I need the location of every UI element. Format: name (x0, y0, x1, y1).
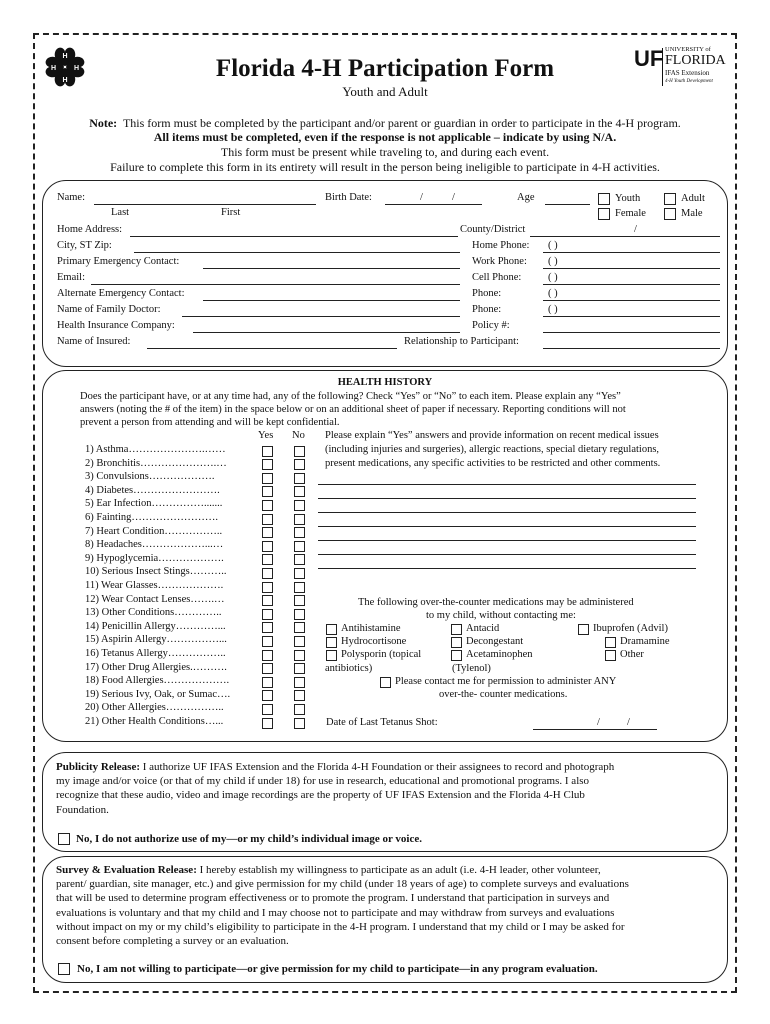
health-intro-line-1: Does the participant have, or at any time had, any of the following? Check “Yes” or “No” to each item. Please explain any “Yes” (80, 391, 621, 402)
health-item-yes-checkbox[interactable] (262, 663, 273, 674)
antihistamine-label: Antihistamine (341, 623, 401, 634)
home-phone-field[interactable] (543, 252, 720, 253)
home-phone-label: Home Phone: (472, 240, 530, 251)
health-item-no-checkbox[interactable] (294, 446, 305, 457)
health-item-no-checkbox[interactable] (294, 595, 305, 606)
antacid-label: Antacid (466, 623, 500, 634)
home-address-field[interactable] (130, 236, 458, 237)
ibuprofen-label: Ibuprofen (Advil) (593, 623, 668, 634)
health-item-label: 5) Ear Infection……………....... (85, 498, 223, 510)
relationship-label: Relationship to Participant: (404, 336, 519, 347)
uf-florida-text: FLORIDA (665, 53, 726, 68)
explain-answer-line[interactable] (318, 540, 696, 541)
health-item-label: 19) Serious Ivy, Oak, or Sumac…. (85, 688, 231, 700)
explain-line-2: (including injuries and surgeries), allergic reactions, special dietary regulations, (325, 444, 660, 455)
name-field[interactable] (94, 204, 316, 205)
health-item-no-checkbox[interactable] (294, 690, 305, 701)
cell-phone-field[interactable] (543, 284, 720, 285)
health-item-label: 7) Heart Condition…………….. (85, 525, 223, 537)
county-field[interactable] (530, 236, 720, 237)
publicity-line-1 (56, 760, 614, 774)
health-item-no-checkbox[interactable] (294, 541, 305, 552)
health-item-label: 4) Diabetes……………………. (85, 484, 220, 496)
health-item-yes-checkbox[interactable] (262, 718, 273, 729)
publicity-line-2: my image and/or voice (or that of my child if under 18) for use in research, educational and promotional programs. I also (56, 775, 590, 788)
explain-answer-line[interactable] (318, 526, 696, 527)
health-item-no-checkbox[interactable] (294, 582, 305, 593)
first-label: First (221, 207, 241, 218)
antibiotics-label: antibiotics) (325, 663, 373, 674)
health-item-no-checkbox[interactable] (294, 500, 305, 511)
birth-date-slash-1: / (420, 192, 423, 203)
note-line-1-text: This form must be completed by the participant and/or parent or guardian in order to participate in the 4-H program. (122, 116, 681, 130)
svg-text:H: H (62, 77, 68, 84)
survey-line-4: evaluations is voluntary and that my child and I may choose not to participate and may withdraw from surveys and evaluations (56, 906, 615, 919)
work-phone-paren: ( ) (548, 256, 558, 267)
health-item-yes-checkbox[interactable] (262, 541, 273, 552)
family-doctor-field[interactable] (182, 316, 460, 317)
health-item-yes-checkbox[interactable] (262, 554, 273, 565)
acetaminophen-checkbox[interactable] (451, 650, 462, 661)
city-field[interactable] (134, 252, 460, 253)
health-item-label: 3) Convulsions………………. (85, 471, 215, 483)
insurance-label: Health Insurance Company: (57, 320, 175, 331)
doctor-phone-field[interactable] (543, 316, 720, 317)
publicity-optout-label: No, I do not authorize use of my—or my child’s individual image or voice. (76, 833, 422, 845)
tetanus-slash-1: / (597, 717, 600, 728)
decongestant-label: Decongestant (466, 636, 524, 647)
health-item-label: 13) Other Conditions………….. (85, 607, 222, 619)
contact-permission-line-1: Please contact me for permission to administer ANY (395, 676, 617, 687)
relationship-field[interactable] (543, 348, 720, 349)
note-line-4: Failure to complete this form in its entirety will result in the person being ineligible to participate in 4-H activities. (110, 160, 660, 174)
birth-date-slash-2: / (452, 192, 455, 203)
uf-mark: UF (634, 46, 664, 71)
insurance-field[interactable] (193, 332, 460, 333)
health-item-label: 17) Other Drug Allergies.………. (85, 661, 227, 673)
health-history-title: HEALTH HISTORY (337, 377, 433, 388)
hydrocortisone-checkbox[interactable] (326, 637, 337, 648)
alt-phone-field[interactable] (543, 300, 720, 301)
alt-contact-field[interactable] (203, 300, 460, 301)
health-item-label: 6) Fainting……………………. (85, 512, 218, 523)
female-label: Female (615, 208, 646, 219)
health-item-no-checkbox[interactable] (294, 459, 305, 470)
cell-phone-paren: ( ) (548, 272, 558, 283)
age-field[interactable] (545, 204, 590, 205)
email-field[interactable] (91, 284, 460, 285)
alt-phone-label: Phone: (472, 288, 502, 299)
publicity-label: Publicity Release: (56, 761, 141, 773)
male-checkbox[interactable] (664, 208, 676, 220)
health-item-no-checkbox[interactable] (294, 609, 305, 620)
work-phone-label: Work Phone: (472, 256, 527, 267)
survey-optout-checkbox[interactable] (58, 963, 70, 975)
explain-answer-line[interactable] (318, 568, 696, 569)
health-item-no-checkbox[interactable] (294, 554, 305, 565)
health-item-yes-checkbox[interactable] (262, 609, 273, 620)
alt-phone-paren: ( ) (548, 288, 558, 299)
health-item-yes-checkbox[interactable] (262, 650, 273, 661)
note-line-3: This form must be present while traveling to, and during each event. (220, 145, 550, 159)
health-item-no-checkbox[interactable] (294, 514, 305, 525)
tetanus-slash-2: / (627, 717, 630, 728)
county-slash: / (634, 224, 637, 235)
health-item-yes-checkbox[interactable] (262, 473, 273, 484)
insured-field[interactable] (147, 348, 397, 349)
survey-line-2: parent/ guardian, site manager, etc.) and give permission for my child (under 18 years of age) to complete surveys and evaluations (56, 878, 629, 891)
birth-date-label: Birth Date: (325, 192, 372, 203)
note-line-1 (0, 117, 770, 129)
health-item-yes-checkbox[interactable] (262, 690, 273, 701)
explain-line-3: present medications, any specific activities to be restricted and other comments. (325, 458, 661, 469)
decongestant-checkbox[interactable] (451, 637, 462, 648)
health-item-yes-checkbox[interactable] (262, 677, 273, 688)
health-item-label: 14) Penicillin Allergy…………... (85, 620, 226, 632)
home-phone-paren: ( ) (548, 240, 558, 251)
publicity-line-1-text: I authorize UF IFAS Extension and the Florida 4-H Foundation or their assignees to record and photograph (142, 761, 615, 773)
explain-answer-line[interactable] (318, 554, 696, 555)
otc-line-2: to my child, without contacting me: (426, 610, 576, 621)
health-item-label: 2) Bronchitis………………….… (85, 457, 227, 469)
policy-field[interactable] (543, 332, 720, 333)
cell-phone-label: Cell Phone: (472, 272, 522, 283)
family-doctor-label: Name of Family Doctor: (57, 304, 161, 315)
adult-label: Adult (681, 193, 705, 204)
adult-checkbox[interactable] (664, 193, 676, 205)
health-item-yes-checkbox[interactable] (262, 459, 273, 470)
survey-text (56, 863, 629, 948)
survey-line-5: without impact on my or my child’s eligibility to participate in the 4-H program. I understand that my child or I may be asked for (56, 920, 625, 933)
note-label: Note: (89, 116, 118, 130)
antacid-checkbox[interactable] (451, 624, 462, 635)
health-item-no-checkbox[interactable] (294, 677, 305, 688)
no-column-header: No (292, 430, 305, 441)
dramamine-checkbox[interactable] (605, 637, 616, 648)
survey-line-6: consent before completing a survey or an evaluation. (56, 935, 289, 948)
antihistamine-checkbox[interactable] (326, 624, 337, 635)
email-label: Email: (57, 272, 85, 283)
explain-answer-line[interactable] (318, 484, 696, 485)
health-item-yes-checkbox[interactable] (262, 514, 273, 525)
other-medication-label: Other (620, 649, 644, 660)
ibuprofen-checkbox[interactable] (578, 624, 589, 635)
health-item-yes-checkbox[interactable] (262, 568, 273, 579)
svg-text:H: H (62, 53, 68, 60)
publicity-line-3: recognize that these audio, video and image recordings are the property of UF IFAS Extension and the Florida 4-H Club (56, 789, 585, 802)
health-item-no-checkbox[interactable] (294, 650, 305, 661)
city-label: City, ST Zip: (57, 240, 112, 251)
name-label: Name: (57, 192, 85, 203)
last-label: Last (111, 207, 130, 218)
health-item-yes-checkbox[interactable] (262, 486, 273, 497)
insured-label: Name of Insured: (57, 336, 131, 347)
page-subtitle: Youth and Adult (342, 84, 428, 99)
hydrocortisone-label: Hydrocortisone (341, 636, 407, 647)
health-item-no-checkbox[interactable] (294, 527, 305, 538)
explain-answer-line[interactable] (318, 512, 696, 513)
uf-university-text: UNIVERSITY of (665, 46, 711, 53)
explain-line-1: Please explain “Yes” answers and provide information on recent medical issues (325, 430, 659, 441)
health-intro-line-3: prevent a person from attending and will be kept confidential. (80, 417, 340, 428)
health-item-label: 21) Other Health Conditions…... (85, 716, 224, 727)
home-address-label: Home Address: (57, 224, 123, 235)
health-item-yes-checkbox[interactable] (262, 500, 273, 511)
policy-label: Policy #: (472, 320, 510, 331)
health-item-no-checkbox[interactable] (294, 636, 305, 647)
uf-ifas-text: IFAS Extension (665, 69, 710, 77)
doctor-phone-label: Phone: (472, 304, 502, 315)
svg-text:H: H (51, 65, 57, 72)
health-item-no-checkbox[interactable] (294, 473, 305, 484)
youth-label: Youth (615, 193, 641, 204)
health-item-label: 9) Hypoglycemia………………. (85, 552, 224, 564)
health-item-no-checkbox[interactable] (294, 663, 305, 674)
health-intro-line-2: answers (noting the # of the item) in the space below or on an additional sheet of paper if necessary. Reporting conditions will not (80, 404, 626, 415)
health-item-label: 10) Serious Insect Stings……….. (85, 566, 227, 578)
health-item-label: 8) Headaches………………...… (85, 539, 224, 551)
survey-label: Survey & Evaluation Release: (56, 864, 197, 876)
contact-permission-checkbox[interactable] (380, 677, 391, 688)
health-item-no-checkbox[interactable] (294, 622, 305, 633)
health-item-label: 11) Wear Glasses………………. (85, 580, 224, 591)
work-phone-field[interactable] (543, 268, 720, 269)
other-medication-checkbox[interactable] (605, 650, 616, 661)
health-item-no-checkbox[interactable] (294, 718, 305, 729)
health-item-label: 12) Wear Contact Lenses…….… (85, 593, 225, 605)
health-item-yes-checkbox[interactable] (262, 595, 273, 606)
doctor-phone-paren: ( ) (548, 304, 558, 315)
female-checkbox[interactable] (598, 208, 610, 220)
publicity-optout-checkbox[interactable] (58, 833, 70, 845)
alt-contact-label: Alternate Emergency Contact: (57, 288, 185, 299)
explain-answer-line[interactable] (318, 498, 696, 499)
svg-text:H: H (74, 65, 80, 72)
tylenol-label: (Tylenol) (452, 663, 491, 674)
otc-line-1: The following over-the-counter medications may be administered (358, 597, 634, 608)
survey-line-3: that will be used to determine program effectiveness or to promote the program. I understand that participation in surveys and (56, 892, 610, 905)
health-item-yes-checkbox[interactable] (262, 582, 273, 593)
tetanus-date-field[interactable] (533, 729, 657, 730)
age-label: Age (517, 192, 535, 203)
polysporin-label: Polysporin (topical (341, 649, 422, 660)
health-item-yes-checkbox[interactable] (262, 704, 273, 715)
tetanus-label: Date of Last Tetanus Shot: (326, 717, 438, 728)
health-item-label: 20) Other Allergies…………….. (85, 702, 224, 714)
health-item-label: 16) Tetanus Allergy…………….. (85, 648, 226, 659)
youth-checkbox[interactable] (598, 193, 610, 205)
health-item-no-checkbox[interactable] (294, 568, 305, 579)
note-line-2: All items must be completed, even if the response is not applicable – indicate by using N/A. (153, 130, 617, 144)
health-item-no-checkbox[interactable] (294, 486, 305, 497)
male-label: Male (681, 208, 703, 219)
health-item-no-checkbox[interactable] (294, 704, 305, 715)
acetaminophen-label: Acetaminophen (466, 649, 533, 660)
contact-permission-line-2: over-the- counter medications. (439, 689, 568, 700)
page-title: Florida 4-H Participation Form (215, 55, 555, 82)
health-item-yes-checkbox[interactable] (262, 527, 273, 538)
primary-contact-field[interactable] (203, 268, 460, 269)
health-item-yes-checkbox[interactable] (262, 446, 273, 457)
health-item-label: 1) Asthma………………….…… (85, 444, 226, 455)
publicity-line-4: Foundation. (56, 803, 109, 816)
survey-line-1 (56, 863, 629, 877)
polysporin-checkbox[interactable] (326, 650, 337, 661)
health-item-label: 18) Food Allergies………………. (85, 675, 230, 687)
primary-contact-label: Primary Emergency Contact: (57, 256, 180, 267)
county-label: County/District (460, 224, 526, 235)
dramamine-label: Dramamine (620, 636, 670, 647)
publicity-text (56, 760, 614, 817)
survey-optout-label: No, I am not willing to participate—or give permission for my child to participate—in any program evaluation. (77, 963, 598, 975)
survey-line-1-text: I hereby establish my willingness to participate as an adult (i.e. 4-H leader, other volunteer, (199, 864, 601, 876)
health-item-label: 15) Aspirin Allergy……………... (85, 634, 227, 646)
health-item-yes-checkbox[interactable] (262, 622, 273, 633)
health-item-yes-checkbox[interactable] (262, 636, 273, 647)
birth-date-field[interactable] (385, 204, 482, 205)
uf-youth-text: 4-H Youth Development (665, 79, 713, 84)
yes-column-header: Yes (258, 430, 274, 441)
